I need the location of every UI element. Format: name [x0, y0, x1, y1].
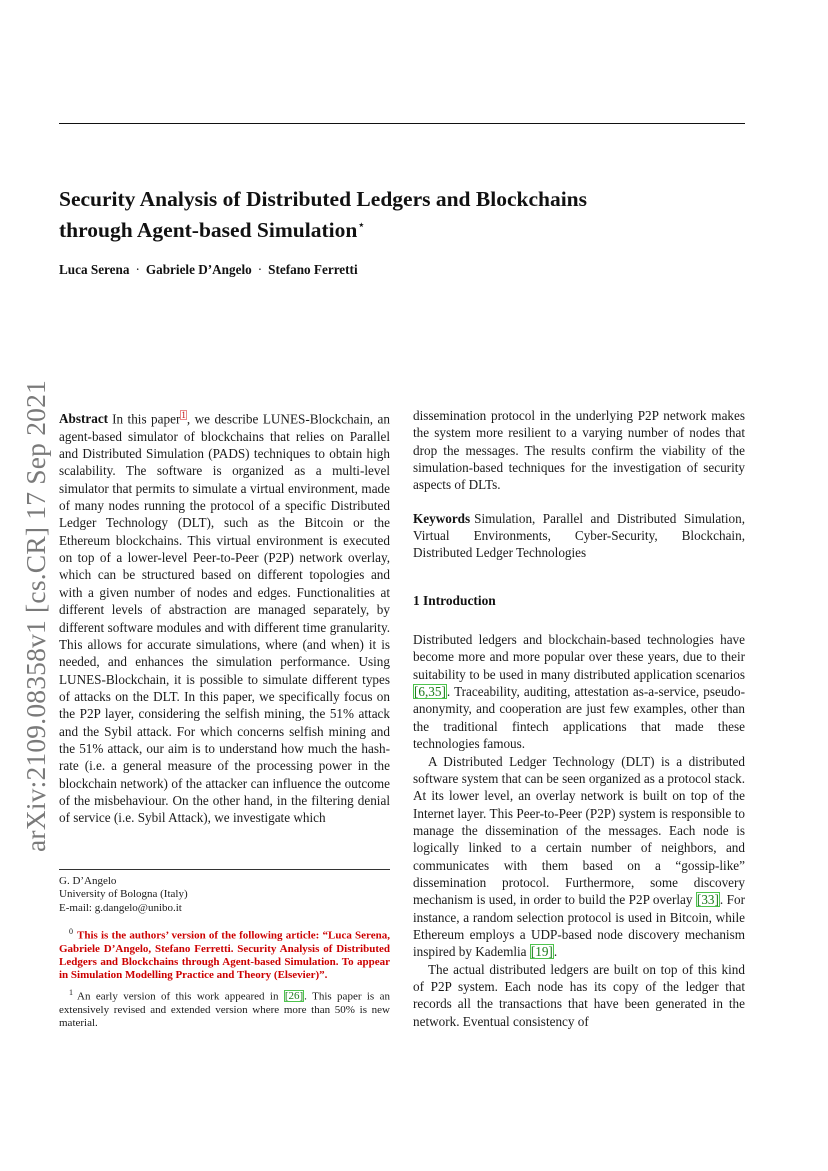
abstract-paragraph — [59, 407, 390, 827]
footnote-0-mark: 0 — [69, 926, 73, 936]
footnote-1-mark: 1 — [69, 987, 73, 997]
right-column — [413, 407, 745, 1030]
footnote-1-text: An early version of this work appeared in — [77, 990, 284, 1003]
author-affiliation-email: E-mail: g.dangelo@unibo.it — [59, 901, 182, 914]
title-line-2: through Agent-based Simulation — [59, 218, 358, 243]
author-list — [59, 262, 759, 278]
author-affiliation-institution: University of Bologna (Italy) — [59, 888, 188, 901]
author-name: Gabriele D’Angelo — [145, 262, 252, 277]
intro-text: Distributed ledgers and blockchain-based technologies have become more and more popular over these years, due to their suitability to be used in many distributed application scenarios — [413, 632, 745, 682]
citation-link[interactable]: [26] — [284, 990, 304, 1003]
title-star-footnote-mark[interactable]: ⋆ — [357, 217, 366, 232]
intro-paragraph-3: The actual distributed ledgers are built on top of this kind of P2P system. Each node has its copy of the ledger that records all the transactions that have been generated in the network. Eventual consistency of — [413, 961, 745, 1029]
footnote-0-text: This is the authors’ version of the following article: “Luca Serena, Gabriele D’Angelo, Stefano Ferretti. Security Analysis of Distributed Ledgers and Blockchains through Agent-based Simulation. To appear in Simulation Modelling Practice and Theory (Elsevier)”. — [59, 929, 390, 982]
left-column — [59, 407, 390, 827]
abstract-text: In this paper — [112, 411, 181, 427]
footnote-rule — [59, 869, 390, 870]
keywords-label: Keywords — [413, 510, 471, 526]
section-heading-introduction: 1 Introduction — [413, 592, 496, 608]
paper-title — [59, 186, 759, 243]
header-rule — [59, 123, 745, 124]
intro-text: A Distributed Ledger Technology (DLT) is a distributed software system that can be seen organized as a protocol stack. At its lower level, an overlay network is built on top of the Internet layer. This Peer-to-Peer (P2P) system is responsible to manage the dissemination of the messages. Each node is logically linked to a certain number of neighbors, and communicates with them based on a “gossip-like” dissemination protocol. Furthermore, some discovery mechanism is used, in order to build the P2P overlay — [413, 753, 745, 908]
arxiv-identifier-text: arXiv:2109.08358v1 [cs.CR] 17 Sep 2021 — [20, 379, 51, 852]
intro-paragraph-1 — [413, 631, 745, 752]
author-affiliation-name: G. D’Angelo — [59, 875, 117, 887]
intro-text: . — [553, 944, 558, 960]
abstract-continuation: dissemination protocol in the underlying P2P network makes the system more resilient to a varying number of nodes that drop the messages. The results confirm the viability of the simulation-based techniques for the investigation of security aspects of DLTs. — [413, 408, 745, 493]
footnotes-block — [59, 875, 390, 1030]
footnote-1-text: . This paper is an extensively revised and extended version where more than 50% is new material. — [59, 990, 390, 1029]
abstract-text: , we describe LUNES-Blockchain, an agent-based simulator of blockchains that relies on Parallel and Distributed Simulation (PADS) techniques to obtain high scalability. The software is organized as a multi-level simulator that permits to simulate a virtual environment, made of many nodes running the protocol of a specific Distributed Ledger Technology (DLT), such as the Bitcoin or the Ethereum blockchains. This virtual environment is executed on top of a lower-level Peer-to-Peer (P2P) network overlay, which can be structured based on different topologies and with a given number of nodes and edges. Functionalities at different levels of abstraction are managed separately, by different software modules and with different time granularity. This allows for accurate simulations, where (and when) it is needed, and enhances the simulation performance. Using LUNES-Blockchain, it is possible to simulate different types of attacks on the DLT. In this paper, we specifically focus on the P2P layer, considering the selfish mining, the 51% attack and the Sybil attack. For which concerns selfish mining and the 51% attack, our aim is to understand how much the hash-rate (i.e. a general measure of the processing power in the blockchain network) of the attacker can influence the outcome of the misbehaviour. On the other hand, in the filtering denial of service (i.e. Sybil Attack), we investigate which — [59, 411, 391, 826]
intro-paragraph-2 — [413, 753, 745, 961]
author-separator: · — [257, 262, 263, 277]
citation-link[interactable]: [19] — [530, 944, 553, 960]
footnote-1 — [59, 986, 390, 1031]
abstract-label: Abstract — [59, 411, 109, 427]
citation-link[interactable]: [33] — [696, 892, 719, 908]
author-separator: · — [135, 262, 140, 277]
citation-link[interactable]: [6,35] — [414, 684, 446, 700]
title-line-1: Security Analysis of Distributed Ledgers and Blockchains — [59, 187, 587, 211]
keywords-paragraph — [413, 510, 745, 562]
author-name: Stefano Ferretti — [268, 262, 358, 277]
keywords-text: Simulation, Parallel and Distributed Simulation, Virtual Environments, Cyber-Security, Blockchain, Distributed Ledger Technologies — [413, 510, 745, 561]
intro-text: . For instance, a random selection protocol is used in Bitcoin, while Ethereum employs a UDP-based node discovery mechanism inspired by Kademlia — [413, 892, 745, 960]
footnote-0 — [59, 925, 390, 983]
author-name: Luca Serena — [59, 262, 130, 277]
footnote-1-link[interactable]: 1 — [181, 410, 186, 420]
intro-text: . Traceability, auditing, attestation as-a-service, pseudo-anonymity, and cooperation are just few examples, other than the traditional fintech applications that made these technologies famous. — [413, 684, 745, 752]
